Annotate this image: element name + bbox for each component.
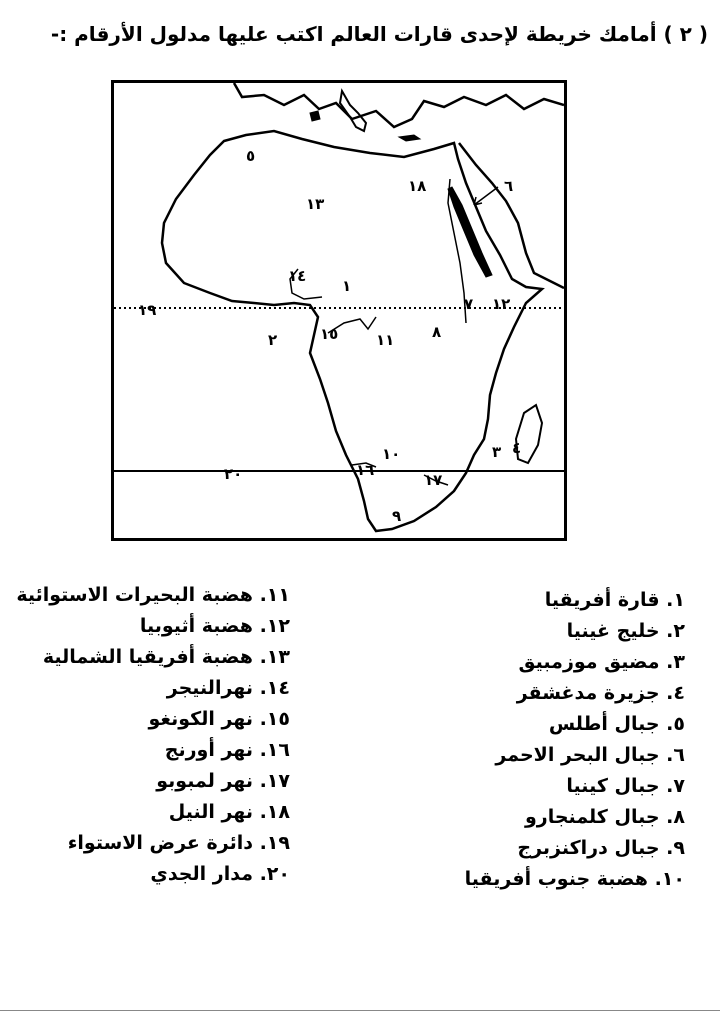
list-item: ٣. مضيق موزمبيق	[518, 651, 685, 673]
list-item: ١١. هضبة البحيرات الاستوائية	[16, 584, 290, 606]
map-label-6: ٦	[504, 177, 514, 195]
map-label-8: ٨	[432, 323, 442, 341]
list-item: ٢٠. مدار الجدي	[150, 863, 290, 885]
list-item: ١٥. نهر الكونغو	[148, 708, 290, 730]
list-item: ٦. جبال البحر الاحمر	[495, 744, 685, 766]
africa-map	[111, 80, 567, 541]
map-label-16: ١٦	[356, 461, 375, 479]
list-item: ٥. جبال أطلس	[548, 713, 685, 735]
map-label-10: ١٠	[382, 445, 401, 463]
list-item: ٨. جبال كلمنجارو	[524, 806, 685, 828]
page-bottom-divider	[0, 1010, 720, 1011]
list-item: ٩. جبال دراكنزبرج	[517, 837, 685, 859]
list-item: ٤. جزيرة مدغشقر	[516, 682, 685, 704]
list-item: ١٢. هضبة أثيوبيا	[139, 615, 290, 637]
list-item: ١٦. نهر أورنج	[164, 739, 290, 761]
list-item: ١٠. هضبة جنوب أفريقيا	[464, 868, 685, 890]
list-item: ١٩. دائرة عرض الاستواء	[67, 832, 290, 854]
list-item: ١٨. نهر النيل	[168, 801, 290, 823]
map-label-3: ٣	[492, 443, 502, 461]
list-item: ١٣. هضبة أفريقيا الشمالية	[42, 646, 290, 668]
map-label-19: ١٩	[138, 301, 157, 319]
map-label-1: ١	[342, 277, 352, 295]
map-label-13: ١٣	[306, 195, 325, 213]
europe-coast	[234, 83, 564, 127]
list-item: ١٧. نهر لمبوبو	[156, 770, 290, 792]
question-heading: ( ٢ ) أمامك خريطة لإحدى قارات العالم اكتب عليها مدلول الأرقام :-	[50, 22, 708, 46]
list-item: ٧. جبال كينيا	[566, 775, 685, 797]
map-label-7: ٧	[464, 295, 474, 313]
list-item: ١٤. نهرالنيجر	[166, 677, 290, 699]
map-label-18: ١٨	[408, 177, 427, 195]
map-label-20: ٢٠	[224, 465, 243, 483]
arrow-6	[474, 187, 498, 205]
map-label-15: ١٥	[320, 325, 339, 343]
map-label-11: ١١	[376, 331, 395, 349]
map-label-17: ١٧	[424, 471, 443, 489]
arabia-coast	[459, 143, 564, 288]
map-label-12: ١٢	[492, 295, 511, 313]
map-label-9: ٩	[392, 507, 402, 525]
legend-list-right	[405, 585, 685, 895]
map-label-5: ٥	[246, 147, 256, 165]
map-label-14: ١٤	[288, 267, 307, 285]
map-label-2: ٢	[268, 331, 278, 349]
list-item: ٢. خليج غينيا	[566, 620, 685, 642]
legend-list-left	[10, 580, 290, 890]
list-item: ١. قارة أفريقيا	[544, 589, 685, 611]
map-label-4: ٤	[512, 439, 522, 457]
africa-map-drawing	[114, 83, 564, 538]
